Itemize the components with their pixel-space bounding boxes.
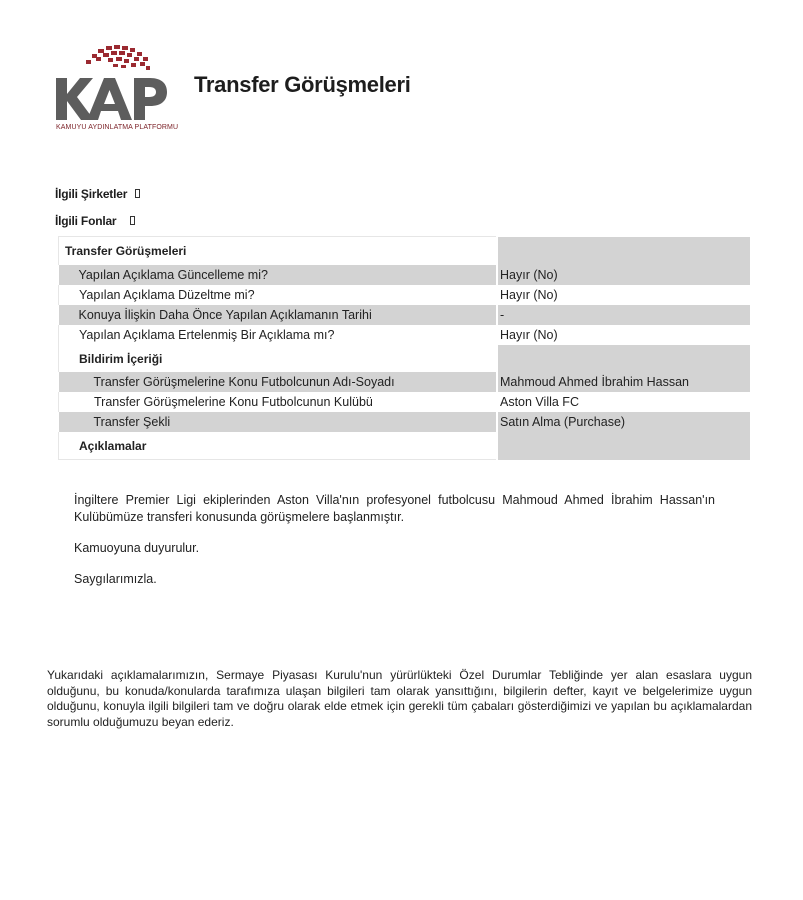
table-row	[59, 305, 750, 325]
related-companies[interactable]	[55, 187, 140, 201]
subsection-title: Bildirim İçeriği	[59, 345, 498, 372]
explanation-body	[74, 492, 715, 602]
row-value: Satın Alma (Purchase)	[497, 412, 750, 432]
logo-subtitle: KAMUYU AYDINLATMA PLATFORMU	[56, 124, 179, 131]
disclosure-table	[58, 236, 750, 460]
explanations-header-row	[59, 432, 750, 460]
row-label: Yapılan Açıklama Ertelenmiş Bir Açıklama mı?	[59, 325, 498, 345]
row-label: Transfer Şekli	[59, 412, 498, 432]
expand-icon[interactable]	[130, 216, 135, 225]
header	[0, 0, 803, 160]
closing-line: Saygılarımızla.	[74, 572, 157, 586]
announcement-line: Kamuoyuna duyurulur.	[74, 541, 200, 555]
row-value: Hayır (No)	[497, 325, 750, 345]
kap-logo	[52, 38, 177, 138]
section-header-row	[59, 237, 750, 266]
row-label: Yapılan Açıklama Güncelleme mi?	[59, 265, 498, 285]
row-value: Hayır (No)	[497, 285, 750, 305]
row-value: Mahmoud Ahmed İbrahim Hassan	[497, 372, 750, 392]
row-value: Aston Villa FC	[497, 392, 750, 412]
related-companies-label: İlgili Şirketler	[55, 187, 128, 201]
row-value: -	[497, 305, 750, 325]
table-row	[59, 325, 750, 345]
row-label: Yapılan Açıklama Düzeltme mi?	[59, 285, 498, 305]
related-funds-label: İlgili Fonlar	[55, 214, 117, 228]
explanation-paragraph: İngiltere Premier Ligi ekiplerinden Aston Villa'nın profesyonel futbolcusu Mahmoud Ahmed İbrahim Hassan'ın Kulübümüze transferi konusunda görüşmelere başlanmıştır.	[74, 493, 715, 524]
table-row	[59, 412, 750, 432]
subsection-header-row	[59, 345, 750, 372]
page-title: Transfer Görüşmeleri	[194, 72, 411, 97]
row-value: Hayır (No)	[497, 265, 750, 285]
row-label: Konuya İlişkin Daha Önce Yapılan Açıklamanın Tarihi	[59, 305, 498, 325]
table-row	[59, 285, 750, 305]
expand-icon[interactable]	[135, 189, 140, 198]
table-row	[59, 265, 750, 285]
related-funds[interactable]	[55, 214, 135, 228]
table-row	[59, 392, 750, 412]
row-label: Transfer Görüşmelerine Konu Futbolcunun Kulübü	[59, 392, 498, 412]
table-row	[59, 372, 750, 392]
section-title: Transfer Görüşmeleri	[59, 237, 498, 266]
explanations-title: Açıklamalar	[59, 432, 498, 460]
legal-disclaimer: Yukarıdaki açıklamalarımızın, Sermaye Piyasası Kurulu'nun yürürlükteki Özel Durumlar Tebliğinde yer alan esaslara uygun olduğunu, bu konuda/konularda tarafımıza ulaşan bilgileri tam olarak yansıttığını, bilgilerin defter, kayıt ve belgelerimize uygun olduğunu, konuyla ilgili bilgileri tam ve doğru olarak elde etmek için gerekli tüm çabaları gösterdiğimizi ve yapılan bu açıklamalardan sorumlu olduğumuzu beyan ederiz.	[47, 668, 752, 729]
row-label: Transfer Görüşmelerine Konu Futbolcunun Adı-Soyadı	[59, 372, 498, 392]
logo-globe-icon	[86, 45, 150, 70]
